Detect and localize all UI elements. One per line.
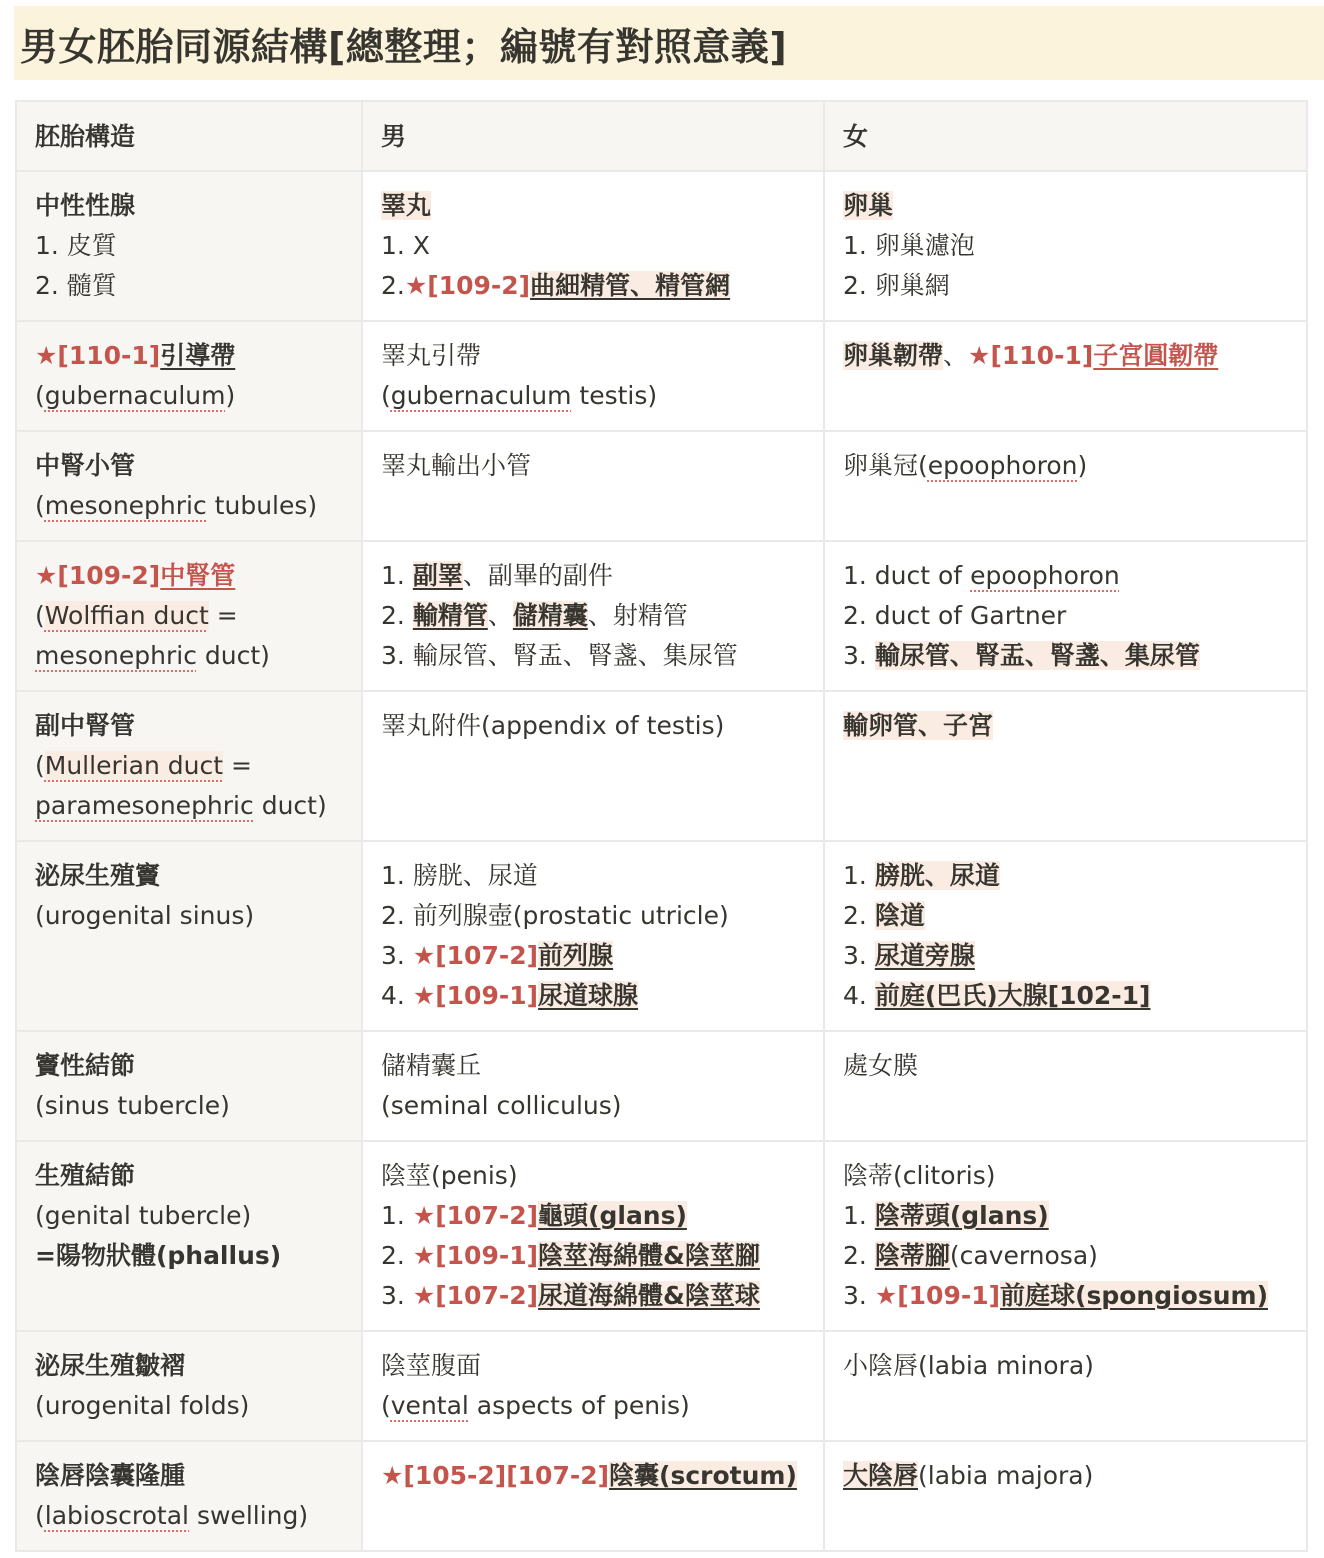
embryo-english: Wolffian duct [44,601,209,630]
separator: 、 [943,341,969,370]
exam-ref: [109-1] [897,1281,1001,1310]
item-number: 3. [843,1281,875,1310]
embryo-name: 陰唇陰囊隆腫 [35,1461,186,1490]
embryo-cell [16,431,362,541]
embryo-cell [16,691,362,841]
female-item-3: 尿道旁腺 [874,941,975,970]
male-term: 陰莖(penis) [381,1161,518,1190]
header-embryo: 胚胎構造 [16,101,362,171]
female-item-1: 膀胱、尿道 [874,861,1000,890]
female-term: 卵巢韌帶 [843,341,944,370]
male-english-rest: aspects of penis) [468,1391,690,1420]
item-number: 2. [381,601,413,630]
male-item-3: 3. 輸尿管、腎盂、腎盞、集尿管 [381,641,738,670]
female-term-2: 子宮圓韌帶 [1093,341,1219,370]
embryo-english: (urogenital sinus) [35,901,255,930]
embryo-name: 中腎小管 [35,451,136,480]
star-icon: ★ [381,1461,404,1490]
table-row [16,1441,1307,1551]
item-number: 1. [381,561,413,590]
male-item-1-rest: 、副畢的副件 [462,561,613,590]
star-icon: ★ [412,1201,436,1230]
embryo-name: 竇性結節 [35,1051,136,1080]
female-cell [824,841,1307,1031]
star-icon: ★ [35,341,58,370]
table-row [16,691,1307,841]
header-female: 女 [824,101,1307,171]
male-english: (seminal colliculus) [381,1091,622,1120]
male-item-2: 2. 前列腺壺(prostatic utricle) [381,901,729,930]
male-item-2: 陰莖海綿體&陰莖腳 [538,1241,760,1270]
male-cell [362,841,824,1031]
header-male: 男 [362,101,824,171]
female-term: 輸卵管、子宮 [843,711,994,740]
item-number: 3. [843,941,875,970]
female-english: epoophoron [927,451,1078,480]
female-cell [824,691,1307,841]
table-header-row [16,101,1307,171]
embryo-cell [16,1441,362,1551]
paren: ( [35,381,45,410]
female-item-2: 2. duct of Gartner [843,601,1067,630]
female-cell [824,171,1307,321]
embryo-cell [16,1141,362,1331]
embryo-name: 中性性腺 [35,191,136,220]
item-number: 2. [381,271,405,300]
paren: ( [35,1501,45,1530]
female-item-1: 1. duct of [843,561,971,590]
female-term: 卵巢冠( [843,451,928,480]
item-number: 1. [843,1201,875,1230]
female-term: 小陰唇(labia minora) [843,1351,1094,1380]
male-cell [362,1441,824,1551]
embryo-cell [16,841,362,1031]
female-cell [824,1331,1307,1441]
exam-ref: [110-1] [990,341,1094,370]
male-cell [362,1331,824,1441]
male-item-1: 副睪 [412,561,463,590]
exam-ref: [109-2] [427,271,531,300]
star-icon: ★ [968,341,991,370]
embryo-english: labioscrotal [44,1501,190,1530]
paren: ( [381,381,391,410]
female-item-3: 輸尿管、腎盂、腎盞、集尿管 [874,641,1200,670]
embryo-english-2: mesonephric [35,641,197,670]
male-item-2a: 輸精管 [412,601,488,630]
embryo-english: mesonephric [44,491,207,520]
embryo-name: 引導帶 [160,341,236,370]
female-item-4: 前庭(巴氏)大腺[102-1] [874,981,1151,1010]
equals: = [208,601,238,630]
male-english: vental [390,1391,469,1420]
female-item-2: 陰蒂腳 [874,1241,950,1270]
embryo-english-rest: duct) [196,641,270,670]
female-item-1: 1. 卵巢濾泡 [843,231,975,260]
title-bar [14,6,1324,80]
paren: ( [381,1391,391,1420]
female-item-2: 2. 卵巢網 [843,271,950,300]
table-row [16,1031,1307,1141]
exam-ref: [110-1] [57,341,161,370]
male-term: 睪丸輸出小管 [381,451,532,480]
paren: ( [35,491,45,520]
male-item-1: 龜頭(glans) [538,1201,687,1230]
table-row [16,541,1307,691]
item-number: 3. [843,641,875,670]
paren: ) [225,381,236,410]
item-number: 2. [843,901,875,930]
table-row [16,1331,1307,1441]
embryo-english-2: paramesonephric [35,791,254,820]
female-cell [824,1031,1307,1141]
star-icon: ★ [412,941,436,970]
table-row [16,1141,1307,1331]
female-cell [824,541,1307,691]
female-item-3: 前庭球(spongiosum) [1000,1281,1269,1310]
embryo-name: 泌尿生殖皺褶 [35,1351,186,1380]
male-item-3: 前列腺 [538,941,614,970]
item-number: 3. [381,941,413,970]
embryo-sub-1: 1. 皮質 [35,231,117,260]
exam-ref: [107-2] [435,941,539,970]
embryo-english: (urogenital folds) [35,1391,250,1420]
embryo-english-rest: duct) [253,791,327,820]
male-term: 睪丸 [381,191,432,220]
equals: = [223,751,252,780]
female-english: epoophoron [970,561,1120,590]
item-number: 2. [381,1241,413,1270]
embryo-english: gubernaculum [44,381,226,410]
male-english: gubernaculum [390,381,572,410]
star-icon: ★ [404,271,428,300]
male-term: 睪丸附件(appendix of testis) [381,711,725,740]
paren: ( [35,751,45,780]
item-number: 4. [381,981,413,1010]
female-cell [824,321,1307,431]
page-title: 男女胚胎同源結構[總整理；編號有對照意義] [20,24,788,69]
female-term: 陰蒂(clitoris) [843,1161,996,1190]
exam-ref: [109-2] [57,561,161,590]
paren: ( [35,601,45,630]
item-number: 1. [381,1201,413,1230]
male-item-1: 1. 膀胱、尿道 [381,861,538,890]
star-icon: ★ [412,1241,436,1270]
embryo-english: Mullerian duct [44,751,224,780]
item-number: 3. [381,1281,413,1310]
embryo-name: 中腎管 [160,561,236,590]
exam-ref: [109-1] [435,1241,539,1270]
male-cell [362,1141,824,1331]
exam-ref: [109-1] [435,981,539,1010]
male-item-3: 尿道海綿體&陰莖球 [538,1281,760,1310]
male-cell [362,1031,824,1141]
exam-ref: [107-2] [435,1201,539,1230]
embryo-cell [16,171,362,321]
male-cell [362,541,824,691]
male-cell [362,171,824,321]
female-item-2: 陰道 [874,901,925,930]
embryo-name: 副中腎管 [35,711,136,740]
male-cell [362,321,824,431]
female-english: (labia majora) [918,1461,1094,1490]
female-cell [824,1141,1307,1331]
embryo-name: 泌尿生殖竇 [35,861,161,890]
male-item-2-rest: 、射精管 [587,601,688,630]
embryo-name: 生殖結節 [35,1161,136,1190]
embryo-english-rest: swelling) [189,1501,309,1530]
table-row [16,841,1307,1031]
male-term: 儲精囊丘 [381,1051,482,1080]
star-icon: ★ [874,1281,898,1310]
male-cell [362,691,824,841]
star-icon: ★ [35,561,58,590]
male-item-2: 曲細精管、精管網 [530,271,731,300]
item-number: 2. [843,1241,875,1270]
table-row [16,431,1307,541]
embryo-cell [16,321,362,431]
item-number: 1. [843,861,875,890]
female-term: 大陰唇 [843,1461,919,1490]
female-term: 處女膜 [843,1051,919,1080]
female-item-1: 陰蒂頭(glans) [874,1201,1049,1230]
male-item-4: 尿道球腺 [538,981,639,1010]
female-term: 卵巢 [843,191,894,220]
exam-ref: [107-2] [435,1281,539,1310]
embryo-english: (genital tubercle) [35,1201,252,1230]
exam-ref: [105-2][107-2] [403,1461,610,1490]
star-icon: ★ [412,981,436,1010]
embryo-alias: =陽物狀體(phallus) [35,1241,282,1270]
homology-table [15,100,1308,1552]
embryo-cell [16,1331,362,1441]
embryo-sub-2: 2. 髓質 [35,271,117,300]
female-cell [824,1441,1307,1551]
table-row [16,171,1307,321]
female-item-2-rest: (cavernosa) [949,1241,1098,1270]
embryo-english: (sinus tubercle) [35,1091,230,1120]
item-number: 4. [843,981,875,1010]
embryo-cell [16,1031,362,1141]
male-cell [362,431,824,541]
female-cell [824,431,1307,541]
male-item-2b: 儲精囊 [512,601,588,630]
male-item-1: 1. X [381,231,430,260]
male-term: 陰囊(scrotum) [609,1461,797,1490]
table-row [16,321,1307,431]
male-english-rest: testis) [571,381,658,410]
separator: 、 [487,601,513,630]
male-term: 睪丸引帶 [381,341,482,370]
embryo-cell [16,541,362,691]
embryo-english-rest: tubules) [206,491,318,520]
paren: ) [1077,451,1088,480]
male-term: 陰莖腹面 [381,1351,482,1380]
star-icon: ★ [412,1281,436,1310]
